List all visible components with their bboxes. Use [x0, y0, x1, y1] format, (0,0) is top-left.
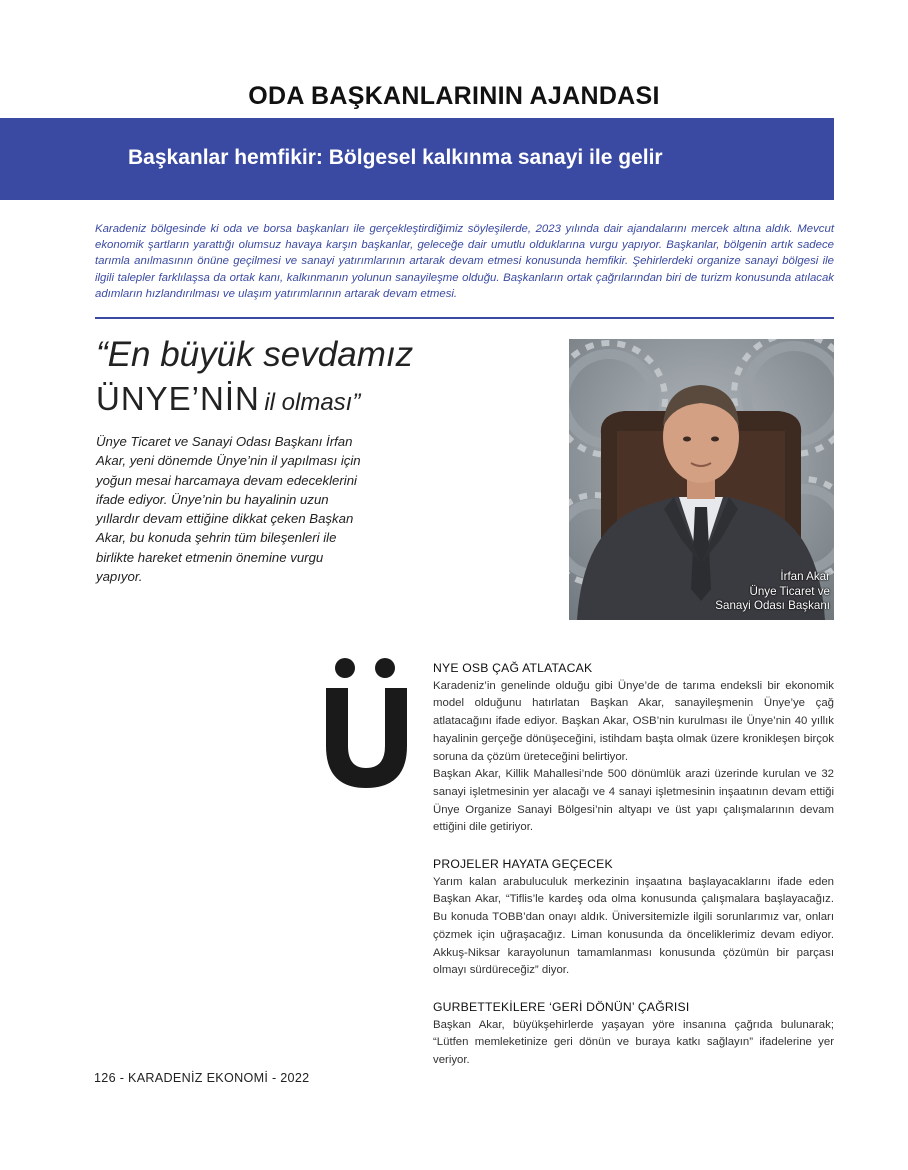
caption-title-2: Sanayi Odası Başkanı [715, 599, 830, 613]
section-heading-projects: PROJELER HAYATA GEÇECEK [433, 857, 613, 872]
portrait-photo [569, 339, 834, 620]
lead-paragraph: Ünye Ticaret ve Sanayi Odası Başkanı İrfan Akar, yeni dönemde Ünye’nin il yapılması için yoğun mesai harcamaya devam edeceklerini ifade ediyor. Ünye’nin bu hayalinin uzun yıllardır devam ettiğine dikkat çeken Başkan Akar, bu konuda şehrin tüm bileşenleri ile birlikte hareket etmenin önemine vurgu yapıyor. [96, 434, 361, 585]
caption-title-1: Ünye Ticaret ve [749, 584, 830, 598]
intro-divider [95, 317, 834, 319]
paragraph: Karadeniz’in genelinde olduğu gibi Ünye’de de tarıma endeksli bir ekonomik model olduğunu hatırlatan Başkan Akar, sanayileşmenin Ünye’ye çağ atlatacağını ifade ediyor. Başkan Akar, OSB’nin kurulması ile Ünye’nin 40 yıllık hayalinin gerçeğe dönüşeceğini, istihdam başta olmak üzere kronikleşen birçok soruna da çözüm üreteceğini belirtiyor. [433, 679, 834, 763]
article-body [433, 660, 834, 1070]
section-heading-call: GURBETTEKİLERE ‘GERİ DÖNÜN’ ÇAĞRISI [433, 999, 690, 1014]
paragraph: Başkan Akar, büyükşehirlerde yaşayan yöre insanına çağrıda bulunarak; “Lütfen memleketinize geri dönün ve buraya katkı sağlayın” ifadelerine yer veriyor. [433, 1018, 834, 1067]
page-footer: 126 - KARADENİZ EKONOMİ - 2022 [94, 1071, 310, 1085]
section-heading-osb: NYE OSB ÇAĞ ATLATACAK [433, 661, 593, 675]
headline-banner [0, 118, 834, 200]
caption-name: İrfan Akar [780, 570, 830, 584]
photo-caption [715, 570, 830, 614]
paragraph: Yarım kalan arabuluculuk merkezinin inşaatına başlayacaklarını ifade eden Başkan Akar, “Tiflis’le kardeş oda olma konusunda çalışmalara başlayacağız. Bu konuda TOBB’dan onayı aldık. Üniversitemizle ilgili sorunlarımız var, onları çözmek için uğraşacağız. Liman konusunda da önceliklerimiz devam ediyor. Akkuş-Niksar karayolunun tamamlanması konusunda çözümün bir parçası olmayı sürdüreceğiz” diyor. [433, 875, 834, 977]
headline: Başkanlar hemfikir: Bölgesel kalkınma sanayi ile gelir [128, 146, 663, 169]
quote-line-2 [96, 376, 413, 429]
quote-tail: il olması” [264, 389, 361, 416]
paragraph: Başkan Akar, Killik Mahallesi’nde 500 dönümlük arazi üzerinde kurulan ve 32 sanayi işletmesinin yer alacağı ve 4 sanayi işletmesinin inşaatının devam ettiği Ünye Organize Sanayi Bölgesi’nin altyapı ve üst yapı çalışmalarının devam ettiğini dile getiriyor. [433, 768, 834, 834]
quote-line-1: “En büyük sevdamız [96, 335, 414, 374]
dropcap-letter [322, 650, 412, 790]
intro-paragraph: Karadeniz bölgesinde ki oda ve borsa başkanları ile gerçekleştirdiğimiz söyleşilerde, 2023 yılında dair ajandalarını mercek altına aldık. Mevcut ekonomik şartların yarattığı olumsuz havaya karşın başkanlar, geleceğe dair umutlu olduklarına vurgu yapıyor. Başkanlar, bölgenin artık sadece tarımla anılmasının önüne geçilmesi ve sanayi yatırımlarının artarak devam etmesi konusunda hemfikir. Şehirlerdeki organize sanayi bölgesi ile ilgili talepler farklılaşsa da ortak kanı, kalkınmanın yolunun sanayileşme olduğu. Başkanların ortak çağrılarından biri de turizm konusunda atılacak adımların hızlandırılması ve ulaşım yatırımlarının artarak devam etmesi. [95, 223, 834, 300]
quote-emphasis: ÜNYE’NİN [96, 380, 260, 417]
section-title: ODA BAŞKANLARININ AJANDASI [248, 82, 660, 110]
pull-quote [96, 334, 413, 429]
